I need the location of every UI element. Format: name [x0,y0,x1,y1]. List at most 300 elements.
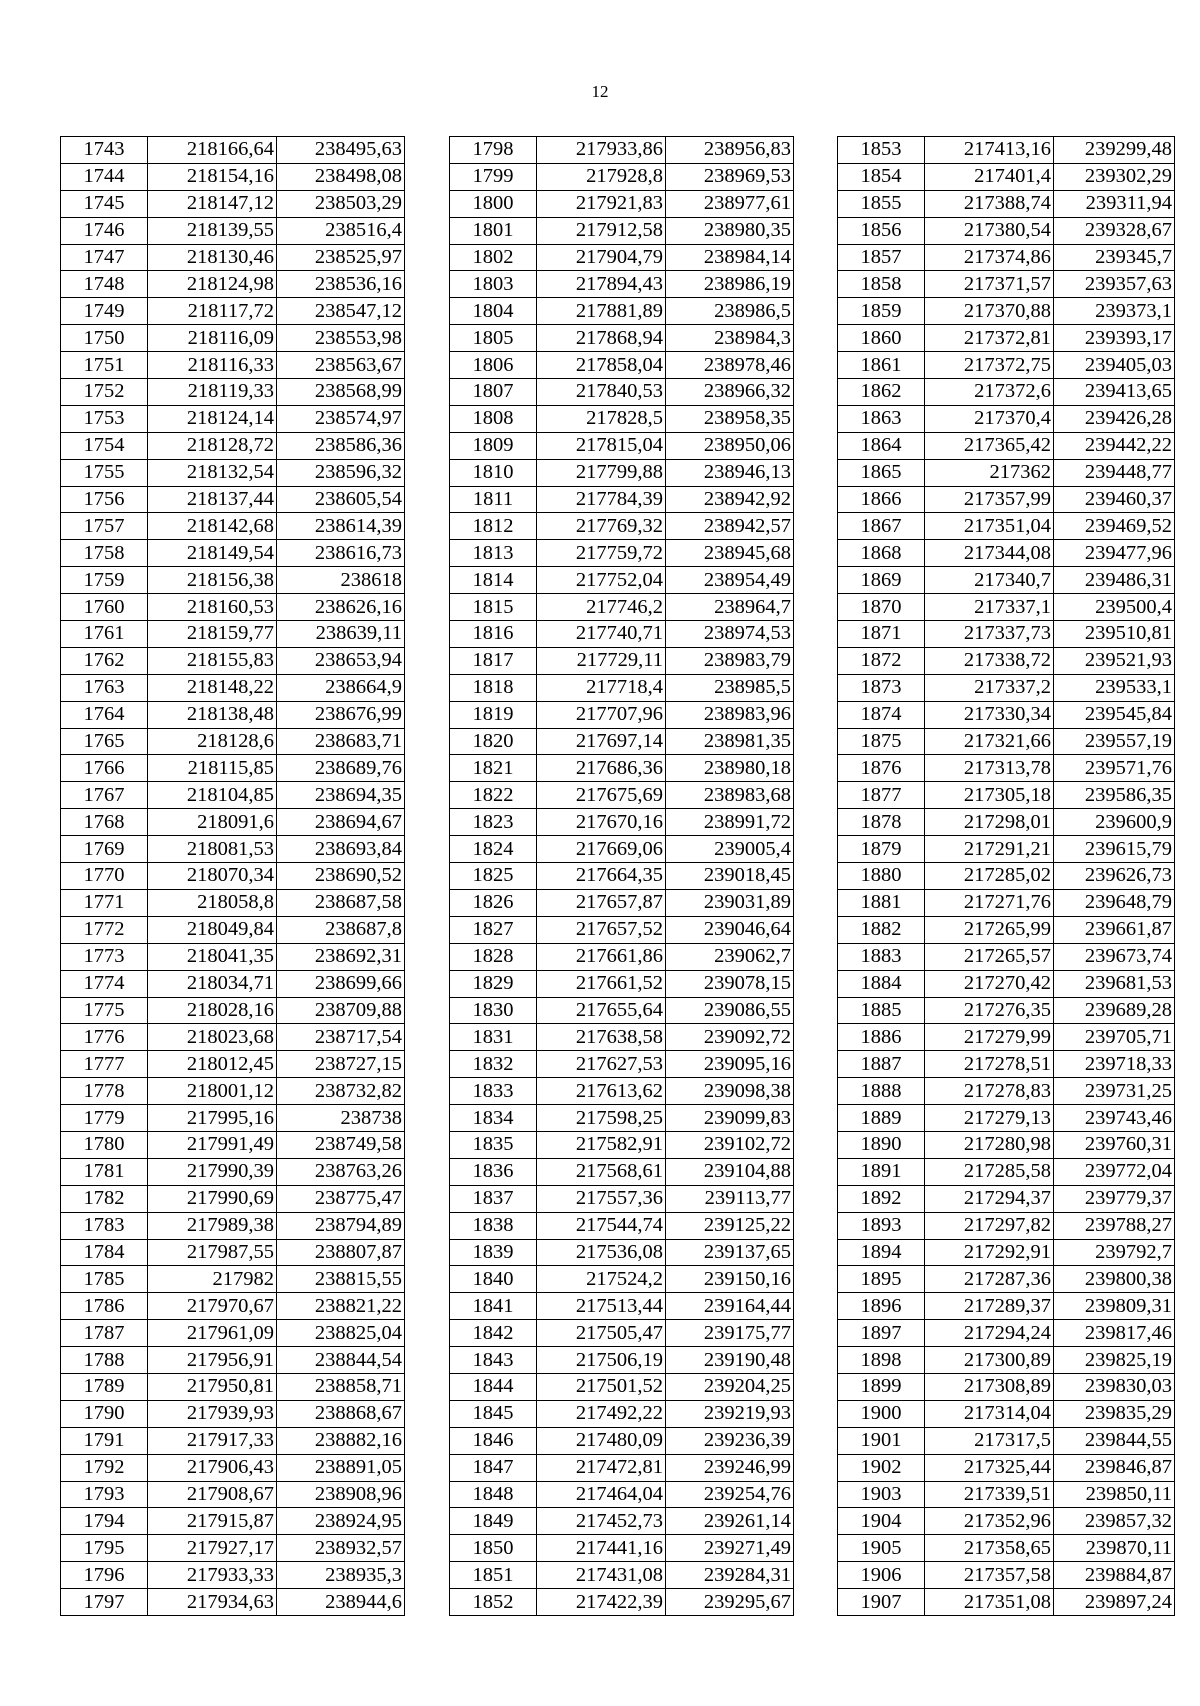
table-row [450,1105,794,1132]
x-coordinate-cell: 217472,81 [537,1454,666,1481]
x-coordinate-cell: 217908,67 [148,1481,277,1508]
point-number-cell: 1901 [838,1427,925,1454]
point-number-cell: 1855 [838,190,925,217]
point-number-cell: 1818 [450,674,537,701]
y-coordinate-cell: 238977,61 [666,190,794,217]
y-coordinate-cell: 239760,31 [1054,1131,1175,1158]
x-coordinate-cell: 217370,88 [925,298,1054,325]
x-coordinate-cell: 218139,55 [148,217,277,244]
point-number-cell: 1790 [61,1400,148,1427]
table-row [450,486,794,513]
x-coordinate-cell: 218124,14 [148,405,277,432]
point-number-cell: 1806 [450,352,537,379]
y-coordinate-cell: 239500,4 [1054,594,1175,621]
y-coordinate-cell: 238732,82 [277,1078,405,1105]
point-number-cell: 1869 [838,567,925,594]
table-row [61,621,405,648]
y-coordinate-cell: 238574,97 [277,405,405,432]
x-coordinate-cell: 217675,69 [537,782,666,809]
x-coordinate-cell: 217278,51 [925,1051,1054,1078]
x-coordinate-cell: 217422,39 [537,1589,666,1616]
table-row [61,567,405,594]
y-coordinate-cell: 239098,38 [666,1078,794,1105]
table-row [838,916,1175,943]
point-number-cell: 1764 [61,701,148,728]
y-coordinate-cell: 239442,22 [1054,432,1175,459]
table-row [61,1562,405,1589]
y-coordinate-cell: 239373,1 [1054,298,1175,325]
point-number-cell: 1799 [450,163,537,190]
point-number-cell: 1744 [61,163,148,190]
x-coordinate-cell: 217294,37 [925,1185,1054,1212]
x-coordinate-cell: 217480,09 [537,1427,666,1454]
x-coordinate-cell: 217840,53 [537,379,666,406]
y-coordinate-cell: 238683,71 [277,728,405,755]
table-row [61,1535,405,1562]
y-coordinate-cell: 238978,46 [666,352,794,379]
table-row [838,244,1175,271]
point-number-cell: 1860 [838,325,925,352]
point-number-cell: 1815 [450,594,537,621]
x-coordinate-cell: 217544,74 [537,1212,666,1239]
point-number-cell: 1835 [450,1131,537,1158]
table-row [838,1427,1175,1454]
x-coordinate-cell: 217276,35 [925,997,1054,1024]
table-row [450,1131,794,1158]
y-coordinate-cell: 239426,28 [1054,405,1175,432]
y-coordinate-cell: 239731,25 [1054,1078,1175,1105]
table-row [450,1212,794,1239]
point-number-cell: 1907 [838,1589,925,1616]
x-coordinate-cell: 217280,98 [925,1131,1054,1158]
point-number-cell: 1757 [61,513,148,540]
y-coordinate-cell: 238858,71 [277,1373,405,1400]
table-row [61,594,405,621]
table-row [61,1239,405,1266]
point-number-cell: 1750 [61,325,148,352]
y-coordinate-cell: 238984,3 [666,325,794,352]
table-row [450,943,794,970]
y-coordinate-cell: 238586,36 [277,432,405,459]
table-row [450,137,794,164]
y-coordinate-cell: 239062,7 [666,943,794,970]
table-row [450,1373,794,1400]
point-number-cell: 1785 [61,1266,148,1293]
y-coordinate-cell: 238956,83 [666,137,794,164]
y-coordinate-cell: 238618 [277,567,405,594]
table-row [838,943,1175,970]
y-coordinate-cell: 239448,77 [1054,459,1175,486]
y-coordinate-cell: 239190,48 [666,1347,794,1374]
y-coordinate-cell: 239219,93 [666,1400,794,1427]
y-coordinate-cell: 239031,89 [666,889,794,916]
x-coordinate-cell: 218001,12 [148,1078,277,1105]
table-row [450,728,794,755]
y-coordinate-cell: 239884,87 [1054,1562,1175,1589]
x-coordinate-cell: 217950,81 [148,1373,277,1400]
x-coordinate-cell: 217536,08 [537,1239,666,1266]
x-coordinate-cell: 218138,48 [148,701,277,728]
table-row [450,1427,794,1454]
x-coordinate-cell: 217933,86 [537,137,666,164]
point-number-cell: 1863 [838,405,925,432]
y-coordinate-cell: 239792,7 [1054,1239,1175,1266]
table-row [450,916,794,943]
x-coordinate-cell: 217664,35 [537,863,666,890]
y-coordinate-cell: 238763,26 [277,1158,405,1185]
table-row [61,1454,405,1481]
point-number-cell: 1864 [838,432,925,459]
y-coordinate-cell: 239718,33 [1054,1051,1175,1078]
x-coordinate-cell: 217828,5 [537,405,666,432]
table-row [450,1293,794,1320]
x-coordinate-cell: 217582,91 [537,1131,666,1158]
y-coordinate-cell: 238694,35 [277,782,405,809]
point-number-cell: 1859 [838,298,925,325]
x-coordinate-cell: 217989,38 [148,1212,277,1239]
table-row [61,1293,405,1320]
y-coordinate-cell: 239284,31 [666,1562,794,1589]
y-coordinate-cell: 238690,52 [277,863,405,890]
table-row [838,271,1175,298]
y-coordinate-cell: 239681,53 [1054,970,1175,997]
x-coordinate-cell: 218130,46 [148,244,277,271]
x-coordinate-cell: 217729,11 [537,647,666,674]
y-coordinate-cell: 239018,45 [666,863,794,890]
x-coordinate-cell: 218128,6 [148,728,277,755]
point-number-cell: 1745 [61,190,148,217]
x-coordinate-cell: 217718,4 [537,674,666,701]
y-coordinate-cell: 238614,39 [277,513,405,540]
x-coordinate-cell: 217441,16 [537,1535,666,1562]
table-row [61,540,405,567]
y-coordinate-cell: 239175,77 [666,1320,794,1347]
x-coordinate-cell: 218155,83 [148,647,277,674]
point-number-cell: 1781 [61,1158,148,1185]
x-coordinate-cell: 217707,96 [537,701,666,728]
table-row [450,1024,794,1051]
table-row [61,352,405,379]
y-coordinate-cell: 238983,96 [666,701,794,728]
y-coordinate-cell: 239311,94 [1054,190,1175,217]
y-coordinate-cell: 239099,83 [666,1105,794,1132]
y-coordinate-cell: 238626,16 [277,594,405,621]
y-coordinate-cell: 239236,39 [666,1427,794,1454]
table-row [450,1589,794,1616]
table-row [838,1454,1175,1481]
table-row [450,540,794,567]
y-coordinate-cell: 239571,76 [1054,755,1175,782]
x-coordinate-cell: 217337,73 [925,621,1054,648]
page-number: 12 [591,82,609,101]
point-number-cell: 1906 [838,1562,925,1589]
table-row [450,1239,794,1266]
table-row [450,1562,794,1589]
table-row [450,889,794,916]
point-number-cell: 1775 [61,997,148,1024]
y-coordinate-cell: 239800,38 [1054,1266,1175,1293]
table-row [61,1158,405,1185]
point-number-cell: 1766 [61,755,148,782]
x-coordinate-cell: 217338,72 [925,647,1054,674]
table-row [838,889,1175,916]
x-coordinate-cell: 217906,43 [148,1454,277,1481]
point-number-cell: 1902 [838,1454,925,1481]
point-number-cell: 1894 [838,1239,925,1266]
y-coordinate-cell: 238908,96 [277,1481,405,1508]
y-coordinate-cell: 239469,52 [1054,513,1175,540]
point-number-cell: 1865 [838,459,925,486]
x-coordinate-cell: 217524,2 [537,1266,666,1293]
x-coordinate-cell: 218116,33 [148,352,277,379]
point-number-cell: 1802 [450,244,537,271]
point-number-cell: 1820 [450,728,537,755]
x-coordinate-cell: 218070,34 [148,863,277,890]
point-number-cell: 1843 [450,1347,537,1374]
y-coordinate-cell: 238985,5 [666,674,794,701]
y-coordinate-cell: 239600,9 [1054,809,1175,836]
y-coordinate-cell: 238694,67 [277,809,405,836]
table-row [450,513,794,540]
table-row [838,674,1175,701]
table-row [450,809,794,836]
table-row [450,997,794,1024]
y-coordinate-cell: 239850,11 [1054,1481,1175,1508]
table-row [838,1347,1175,1374]
point-number-cell: 1881 [838,889,925,916]
point-number-cell: 1844 [450,1373,537,1400]
point-number-cell: 1829 [450,970,537,997]
x-coordinate-cell: 217956,91 [148,1347,277,1374]
y-coordinate-cell: 238693,84 [277,836,405,863]
point-number-cell: 1780 [61,1131,148,1158]
x-coordinate-cell: 217372,75 [925,352,1054,379]
y-coordinate-cell: 238882,16 [277,1427,405,1454]
y-coordinate-cell: 239705,71 [1054,1024,1175,1051]
x-coordinate-cell: 217513,44 [537,1293,666,1320]
x-coordinate-cell: 217995,16 [148,1105,277,1132]
x-coordinate-cell: 218149,54 [148,540,277,567]
x-coordinate-cell: 217330,34 [925,701,1054,728]
x-coordinate-cell: 217661,52 [537,970,666,997]
point-number-cell: 1866 [838,486,925,513]
point-number-cell: 1783 [61,1212,148,1239]
x-coordinate-cell: 217337,1 [925,594,1054,621]
x-coordinate-cell: 217746,2 [537,594,666,621]
x-coordinate-cell: 217291,21 [925,836,1054,863]
point-number-cell: 1746 [61,217,148,244]
table-row [838,1158,1175,1185]
point-number-cell: 1748 [61,271,148,298]
table-row [838,1320,1175,1347]
y-coordinate-cell: 239857,32 [1054,1508,1175,1535]
point-number-cell: 1787 [61,1320,148,1347]
table-row [450,1266,794,1293]
y-coordinate-cell: 238775,47 [277,1185,405,1212]
y-coordinate-cell: 238974,53 [666,621,794,648]
point-number-cell: 1899 [838,1373,925,1400]
y-coordinate-cell: 239102,72 [666,1131,794,1158]
point-number-cell: 1758 [61,540,148,567]
table-row [838,836,1175,863]
table-row [838,1024,1175,1051]
y-coordinate-cell: 239125,22 [666,1212,794,1239]
table-row [61,190,405,217]
table-row [61,163,405,190]
point-number-cell: 1893 [838,1212,925,1239]
table-row [450,621,794,648]
point-number-cell: 1853 [838,137,925,164]
table-row [450,1454,794,1481]
y-coordinate-cell: 239870,11 [1054,1535,1175,1562]
table-row [61,1481,405,1508]
x-coordinate-cell: 218041,35 [148,943,277,970]
point-number-cell: 1792 [61,1454,148,1481]
x-coordinate-cell: 217669,06 [537,836,666,863]
x-coordinate-cell: 217657,87 [537,889,666,916]
y-coordinate-cell: 239246,99 [666,1454,794,1481]
point-number-cell: 1900 [838,1400,925,1427]
y-coordinate-cell: 238980,35 [666,217,794,244]
x-coordinate-cell: 217294,24 [925,1320,1054,1347]
x-coordinate-cell: 217340,7 [925,567,1054,594]
point-number-cell: 1774 [61,970,148,997]
y-coordinate-cell: 239477,96 [1054,540,1175,567]
y-coordinate-cell: 238958,35 [666,405,794,432]
y-coordinate-cell: 238844,54 [277,1347,405,1374]
x-coordinate-cell: 217894,43 [537,271,666,298]
point-number-cell: 1868 [838,540,925,567]
point-number-cell: 1747 [61,244,148,271]
y-coordinate-cell: 238749,58 [277,1131,405,1158]
x-coordinate-cell: 217915,87 [148,1508,277,1535]
y-coordinate-cell: 239046,64 [666,916,794,943]
table-row [61,271,405,298]
x-coordinate-cell: 217917,33 [148,1427,277,1454]
y-coordinate-cell: 239328,67 [1054,217,1175,244]
y-coordinate-cell: 239095,16 [666,1051,794,1078]
table-row [61,513,405,540]
point-number-cell: 1856 [838,217,925,244]
point-number-cell: 1892 [838,1185,925,1212]
point-number-cell: 1816 [450,621,537,648]
point-number-cell: 1819 [450,701,537,728]
x-coordinate-cell: 217759,72 [537,540,666,567]
y-coordinate-cell: 238935,3 [277,1562,405,1589]
y-coordinate-cell: 238986,5 [666,298,794,325]
point-number-cell: 1854 [838,163,925,190]
x-coordinate-cell: 217278,83 [925,1078,1054,1105]
y-coordinate-cell: 238563,67 [277,352,405,379]
y-coordinate-cell: 238516,4 [277,217,405,244]
table-row [61,1105,405,1132]
table-row [838,325,1175,352]
point-number-cell: 1823 [450,809,537,836]
x-coordinate-cell: 217868,94 [537,325,666,352]
point-number-cell: 1804 [450,298,537,325]
point-number-cell: 1861 [838,352,925,379]
x-coordinate-cell: 217501,52 [537,1373,666,1400]
x-coordinate-cell: 217351,08 [925,1589,1054,1616]
y-coordinate-cell: 238689,76 [277,755,405,782]
x-coordinate-cell: 217285,58 [925,1158,1054,1185]
point-number-cell: 1810 [450,459,537,486]
y-coordinate-cell: 239844,55 [1054,1427,1175,1454]
x-coordinate-cell: 217265,57 [925,943,1054,970]
table-row [61,1400,405,1427]
x-coordinate-cell: 217374,86 [925,244,1054,271]
y-coordinate-cell: 238942,92 [666,486,794,513]
table-row [450,379,794,406]
table-row [838,1400,1175,1427]
point-number-cell: 1769 [61,836,148,863]
y-coordinate-cell: 238794,89 [277,1212,405,1239]
point-number-cell: 1807 [450,379,537,406]
y-coordinate-cell: 238596,32 [277,459,405,486]
table-row [61,486,405,513]
y-coordinate-cell: 238969,53 [666,163,794,190]
x-coordinate-cell: 217982 [148,1266,277,1293]
coordinate-table-3 [837,136,1175,1616]
table-row [450,1535,794,1562]
x-coordinate-cell: 217904,79 [537,244,666,271]
y-coordinate-cell: 239345,7 [1054,244,1175,271]
point-number-cell: 1768 [61,809,148,836]
table-row [838,728,1175,755]
point-number-cell: 1831 [450,1024,537,1051]
y-coordinate-cell: 239150,16 [666,1266,794,1293]
y-coordinate-cell: 239271,49 [666,1535,794,1562]
y-coordinate-cell: 238525,97 [277,244,405,271]
point-number-cell: 1839 [450,1239,537,1266]
table-row [838,1293,1175,1320]
y-coordinate-cell: 238687,58 [277,889,405,916]
x-coordinate-cell: 218124,98 [148,271,277,298]
table-row [61,1212,405,1239]
table-row [450,647,794,674]
point-number-cell: 1836 [450,1158,537,1185]
y-coordinate-cell: 238639,11 [277,621,405,648]
table-row [61,1589,405,1616]
point-number-cell: 1840 [450,1266,537,1293]
x-coordinate-cell: 217337,2 [925,674,1054,701]
y-coordinate-cell: 239626,73 [1054,863,1175,890]
y-coordinate-cell: 239809,31 [1054,1293,1175,1320]
point-number-cell: 1832 [450,1051,537,1078]
point-number-cell: 1789 [61,1373,148,1400]
x-coordinate-cell: 217365,42 [925,432,1054,459]
point-number-cell: 1903 [838,1481,925,1508]
point-number-cell: 1756 [61,486,148,513]
y-coordinate-cell: 239005,4 [666,836,794,863]
table-row [450,190,794,217]
point-number-cell: 1808 [450,405,537,432]
table-row [838,1589,1175,1616]
table-row [61,836,405,863]
x-coordinate-cell: 217990,69 [148,1185,277,1212]
table-row [838,809,1175,836]
point-number-cell: 1795 [61,1535,148,1562]
point-number-cell: 1862 [838,379,925,406]
point-number-cell: 1755 [61,459,148,486]
table-row [61,1427,405,1454]
point-number-cell: 1776 [61,1024,148,1051]
y-coordinate-cell: 238984,14 [666,244,794,271]
table-row [838,379,1175,406]
point-number-cell: 1867 [838,513,925,540]
table-row [838,137,1175,164]
x-coordinate-cell: 217740,71 [537,621,666,648]
